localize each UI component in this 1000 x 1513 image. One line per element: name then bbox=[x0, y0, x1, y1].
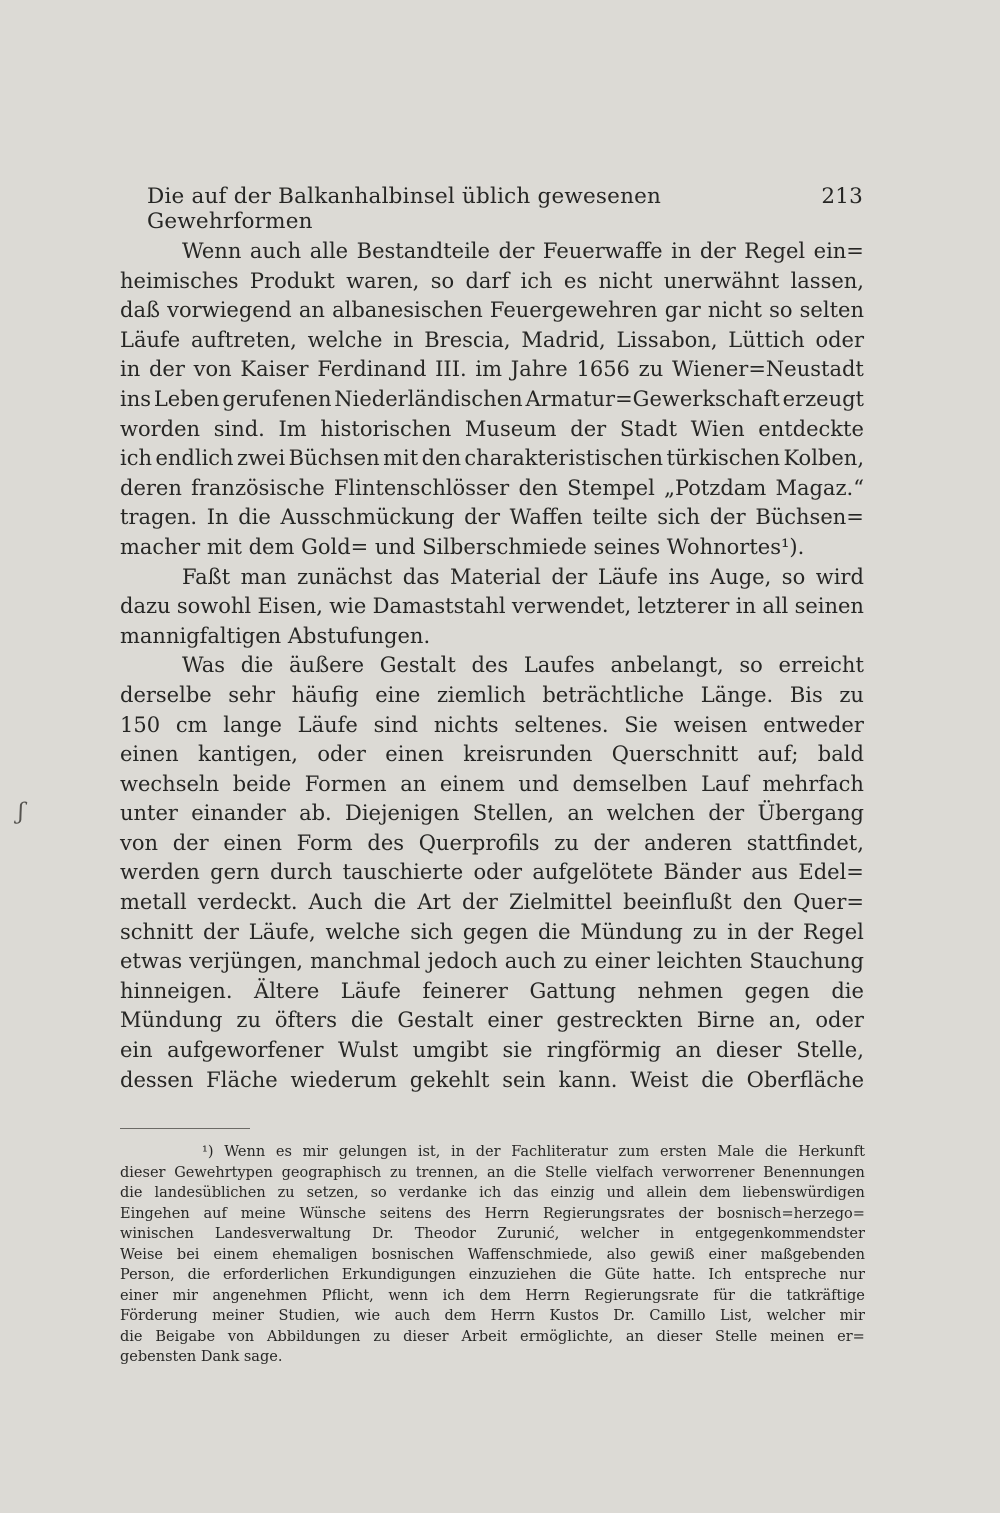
text-line: heimisches Produkt waren, so darf ich es nicht unerwähnt lassen, bbox=[120, 268, 864, 293]
margin-pencil-mark: ʃ bbox=[18, 800, 24, 825]
footnote-line: Eingehen auf meine Wünsche seitens des Herrn Regierungsrates der bosnisch=herzego= bbox=[120, 1205, 865, 1222]
text-line: Faßt man zunächst das Material der Läufe ins Auge, so wird bbox=[182, 564, 864, 589]
text-line: ein aufgeworfener Wulst umgibt sie ringförmig an dieser Stelle, bbox=[120, 1038, 864, 1063]
text-line: macher mit dem Gold= und Silberschmiede seines Wohnortes¹). bbox=[120, 534, 805, 559]
text-line: wechseln beide Formen an einem und demselben Lauf mehrfach bbox=[120, 771, 864, 796]
text-line: unter einander ab. Diejenigen Stellen, an welchen der Übergang bbox=[120, 801, 864, 826]
text-line: derselbe sehr häufig eine ziemlich beträchtliche Länge. Bis zu bbox=[120, 682, 864, 707]
footnote-line: gebensten Dank sage. bbox=[120, 1349, 283, 1365]
text-line: Was die äußere Gestalt des Laufes anbelangt, so erreicht bbox=[182, 653, 864, 678]
text-line: etwas verjüngen, manchmal jedoch auch zu einer leichten Stauchung bbox=[120, 949, 864, 974]
text-line: deren französische Flintenschlösser den Stempel „Potzdam Magaz.“ bbox=[120, 475, 864, 500]
text-line: werden gern durch tauschierte oder aufgelötete Bänder aus Edel= bbox=[120, 860, 864, 885]
page-number: 213 bbox=[821, 184, 863, 209]
footnote-line: Förderung meiner Studien, wie auch dem Herrn Kustos Dr. Camillo List, welcher mir bbox=[120, 1308, 865, 1324]
text-line: dessen Fläche wiederum gekehlt sein kann. Weist die Oberfläche bbox=[120, 1067, 864, 1092]
text-line: dazu sowohl Eisen, wie Damaststahl verwendet, letzterer in all seinen bbox=[120, 594, 864, 619]
footnote-divider bbox=[120, 1128, 250, 1129]
text-line: schnitt der Läufe, welche sich gegen die Mündung zu in der Regel bbox=[120, 919, 864, 944]
footnote-line: die landesüblichen zu setzen, so verdanke ich das einzig und allein dem liebenswürdigen bbox=[120, 1185, 865, 1201]
text-line: einen kantigen, oder einen kreisrunden Querschnitt auf; bald bbox=[120, 742, 864, 767]
footnote-line: dieser Gewehrtypen geographisch zu trennen, an die Stelle vielfach verworrener Benennungen bbox=[120, 1164, 865, 1181]
footnote-line: Person, die erforderlichen Erkundigungen einzuziehen die Güte hatte. Ich entspreche nur bbox=[120, 1267, 865, 1283]
footnote-line: einer mir angenehmen Pflicht, wenn ich dem Herrn Regierungsrate für die tatkräftige bbox=[120, 1287, 865, 1304]
text-line: ich endlich zwei Büchsen mit den charakteristischen türkischen Kolben, bbox=[120, 446, 864, 471]
text-line: hinneigen. Ältere Läufe feinerer Gattung nehmen gegen die bbox=[120, 978, 864, 1003]
text-line: ins Leben gerufenen Niederländischen Armatur=Gewerkschaft erzeugt bbox=[120, 386, 864, 411]
footnote-line: die Beigabe von Abbildungen zu dieser Arbeit ermöglichte, an dieser Stelle meinen er= bbox=[120, 1328, 865, 1345]
text-line: 150 cm lange Läufe sind nichts seltenes. Sie weisen entweder bbox=[120, 712, 864, 737]
text-line: in der von Kaiser Ferdinand III. im Jahre 1656 zu Wiener=Neustadt bbox=[120, 357, 864, 382]
text-line: von der einen Form des Querprofils zu der anderen stattfindet, bbox=[120, 830, 864, 855]
text-line: daß vorwiegend an albanesischen Feuergewehren gar nicht so selten bbox=[120, 298, 864, 323]
footnote bbox=[120, 1142, 865, 1368]
text-line: worden sind. Im historischen Museum der Stadt Wien entdeckte bbox=[120, 416, 864, 441]
running-header bbox=[147, 184, 863, 234]
text-line: mannigfaltigen Abstufungen. bbox=[120, 623, 431, 648]
text-line: Läufe auftreten, welche in Brescia, Madrid, Lissabon, Lüttich oder bbox=[120, 327, 864, 352]
running-title: Die auf der Balkanhalbinsel üblich gewesenen Gewehrformen bbox=[147, 184, 662, 234]
footnote-line: winischen Landesverwaltung Dr. Theodor Zurunić, welcher in entgegenkommendster bbox=[120, 1226, 865, 1242]
footnote-line: Weise bei einem ehemaligen bosnischen Waffenschmiede, also gewiß einer maßgebenden bbox=[120, 1246, 865, 1263]
text-line: tragen. In die Ausschmückung der Waffen teilte sich der Büchsen= bbox=[120, 505, 864, 530]
main-text bbox=[120, 237, 864, 1095]
text-line: Wenn auch alle Bestandteile der Feuerwaffe in der Regel ein= bbox=[182, 239, 864, 263]
text-line: Mündung zu öfters die Gestalt einer gestreckten Birne an, oder bbox=[120, 1008, 864, 1033]
text-line: metall verdeckt. Auch die Art der Zielmittel beeinflußt den Quer= bbox=[120, 890, 864, 915]
footnote-line: ¹) Wenn es mir gelungen ist, in der Fachliteratur zum ersten Male die Herkunft bbox=[202, 1144, 865, 1160]
